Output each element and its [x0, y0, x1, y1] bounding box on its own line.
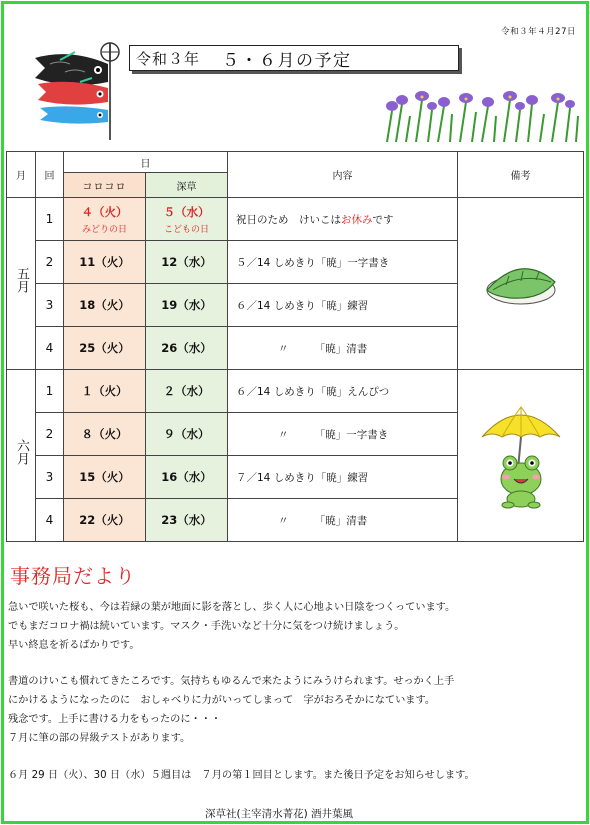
- month-label-june: [7, 370, 36, 542]
- date-fukakusa: [146, 284, 228, 327]
- kashiwa-mochi-icon: [481, 252, 561, 312]
- content-cell: ６／14 しめきり「暁」えんぴつ: [228, 370, 458, 413]
- date-fukakusa: [146, 198, 228, 241]
- content-highlight: お休み: [341, 213, 373, 226]
- date-value: 19（水）: [161, 298, 212, 312]
- round-number: 2: [36, 241, 64, 284]
- paragraph-2: [8, 672, 583, 748]
- content-cell: 〃 「暁」清書: [228, 327, 458, 370]
- header-korokoro: コロコロ: [64, 173, 146, 198]
- date-value: ９（水）: [163, 427, 210, 441]
- content-text: 祝日のため けいこは: [236, 213, 341, 226]
- date-korokoro: [64, 456, 146, 499]
- paragraph-line: ７月に筆の部の昇級テストがあります。: [8, 733, 191, 744]
- date-value: ４（火）: [81, 204, 128, 219]
- date-value: 15（火）: [79, 470, 130, 484]
- paragraph-line: 早い終息を祈るばかりです。: [8, 640, 140, 651]
- date-value: 25（火）: [79, 341, 130, 355]
- date-fukakusa: [146, 370, 228, 413]
- round-number: 2: [36, 413, 64, 456]
- holiday-label: こどもの日: [163, 224, 209, 235]
- paragraph-1: [8, 598, 583, 655]
- round-number: 3: [36, 284, 64, 327]
- round-number: 3: [36, 456, 64, 499]
- round-number: 1: [36, 198, 64, 241]
- title-era: 令和３年: [136, 49, 201, 68]
- page-title-box: [129, 45, 459, 71]
- table-row: [7, 198, 584, 241]
- header-fukakusa: 深草: [146, 173, 228, 198]
- schedule-table: [6, 151, 584, 542]
- date-fukakusa: [146, 241, 228, 284]
- header-round: 回: [36, 152, 64, 198]
- table-row: [7, 370, 584, 413]
- date-fukakusa: [146, 327, 228, 370]
- content-cell: ５／14 しめきり「暁」一字書き: [228, 241, 458, 284]
- content-cell: 〃 「暁」清書: [228, 499, 458, 542]
- header-day: 日: [64, 152, 228, 173]
- notes-heading: 事務局だより: [10, 564, 136, 588]
- holiday-label: みどりの日: [81, 224, 127, 235]
- date-korokoro: [64, 499, 146, 542]
- date-value: 18（火）: [79, 298, 130, 312]
- date-value: 26（水）: [161, 341, 212, 355]
- document-date: 令和３年４月27日: [501, 27, 576, 37]
- paragraph-3: ６月 29 日（火）、30 日（水）５週目は ７月の第１回目とします。また後日予定をお知らせします。: [8, 770, 475, 781]
- date-value: 16（水）: [161, 470, 212, 484]
- frog-umbrella-icon: [476, 399, 566, 509]
- date-value: １（火）: [81, 384, 128, 398]
- date-korokoro: [64, 327, 146, 370]
- date-fukakusa: [146, 456, 228, 499]
- date-value: ８（火）: [81, 427, 128, 441]
- date-value: 23（水）: [161, 513, 212, 527]
- iris-flowers-icon: [382, 86, 582, 142]
- date-fukakusa: [146, 499, 228, 542]
- round-number: 4: [36, 327, 64, 370]
- date-value: 22（火）: [79, 513, 130, 527]
- signature: 深草社(主宰清水菁花) 酒井葉風: [205, 808, 354, 820]
- content-cell: 〃 「暁」一字書き: [228, 413, 458, 456]
- notes-cell: [458, 370, 584, 542]
- content-text: です: [372, 213, 394, 226]
- content-cell: ６／14 しめきり「暁」練習: [228, 284, 458, 327]
- date-value: 11（火）: [79, 255, 130, 269]
- page-title: ５・６月の予定: [222, 50, 352, 71]
- paragraph-line: にかけるようになったのに おしゃべりに力がいってしまって 字がおろそかになています。: [8, 695, 436, 706]
- month-label-may: [7, 198, 36, 370]
- month-text: 六月: [14, 439, 29, 465]
- header-content: 内容: [228, 152, 458, 198]
- paragraph-line: でもまだコロナ禍は続いています。マスク・手洗いなど十分に気をつけ続けましょう。: [8, 621, 405, 632]
- month-text: 五月: [14, 267, 29, 293]
- date-value: ２（水）: [163, 384, 210, 398]
- koinobori-icon: [30, 38, 130, 143]
- paragraph-line: 残念です。上手に書ける力をもったのに・・・: [8, 714, 222, 725]
- content-cell: ７／14 しめきり「暁」練習: [228, 456, 458, 499]
- content-cell: [228, 198, 458, 241]
- header-notes: 備考: [458, 152, 584, 198]
- paragraph-line: 書道のけいこも慣れてきたころです。気持ちもゆるんで来たようにみうけられます。せっかく上手: [8, 676, 455, 687]
- date-korokoro: [64, 284, 146, 327]
- header-month: 月: [7, 152, 36, 198]
- date-value: 12（水）: [161, 255, 212, 269]
- date-korokoro: [64, 198, 146, 241]
- paragraph-line: 急いで咲いた桜も、今は若緑の葉が地面に影を落とし、歩く人に心地よい日陰をつくっています。: [8, 602, 456, 613]
- date-value: ５（水）: [163, 204, 210, 219]
- round-number: 4: [36, 499, 64, 542]
- date-korokoro: [64, 241, 146, 284]
- date-korokoro: [64, 370, 146, 413]
- date-korokoro: [64, 413, 146, 456]
- round-number: 1: [36, 370, 64, 413]
- notes-cell: [458, 198, 584, 370]
- date-fukakusa: [146, 413, 228, 456]
